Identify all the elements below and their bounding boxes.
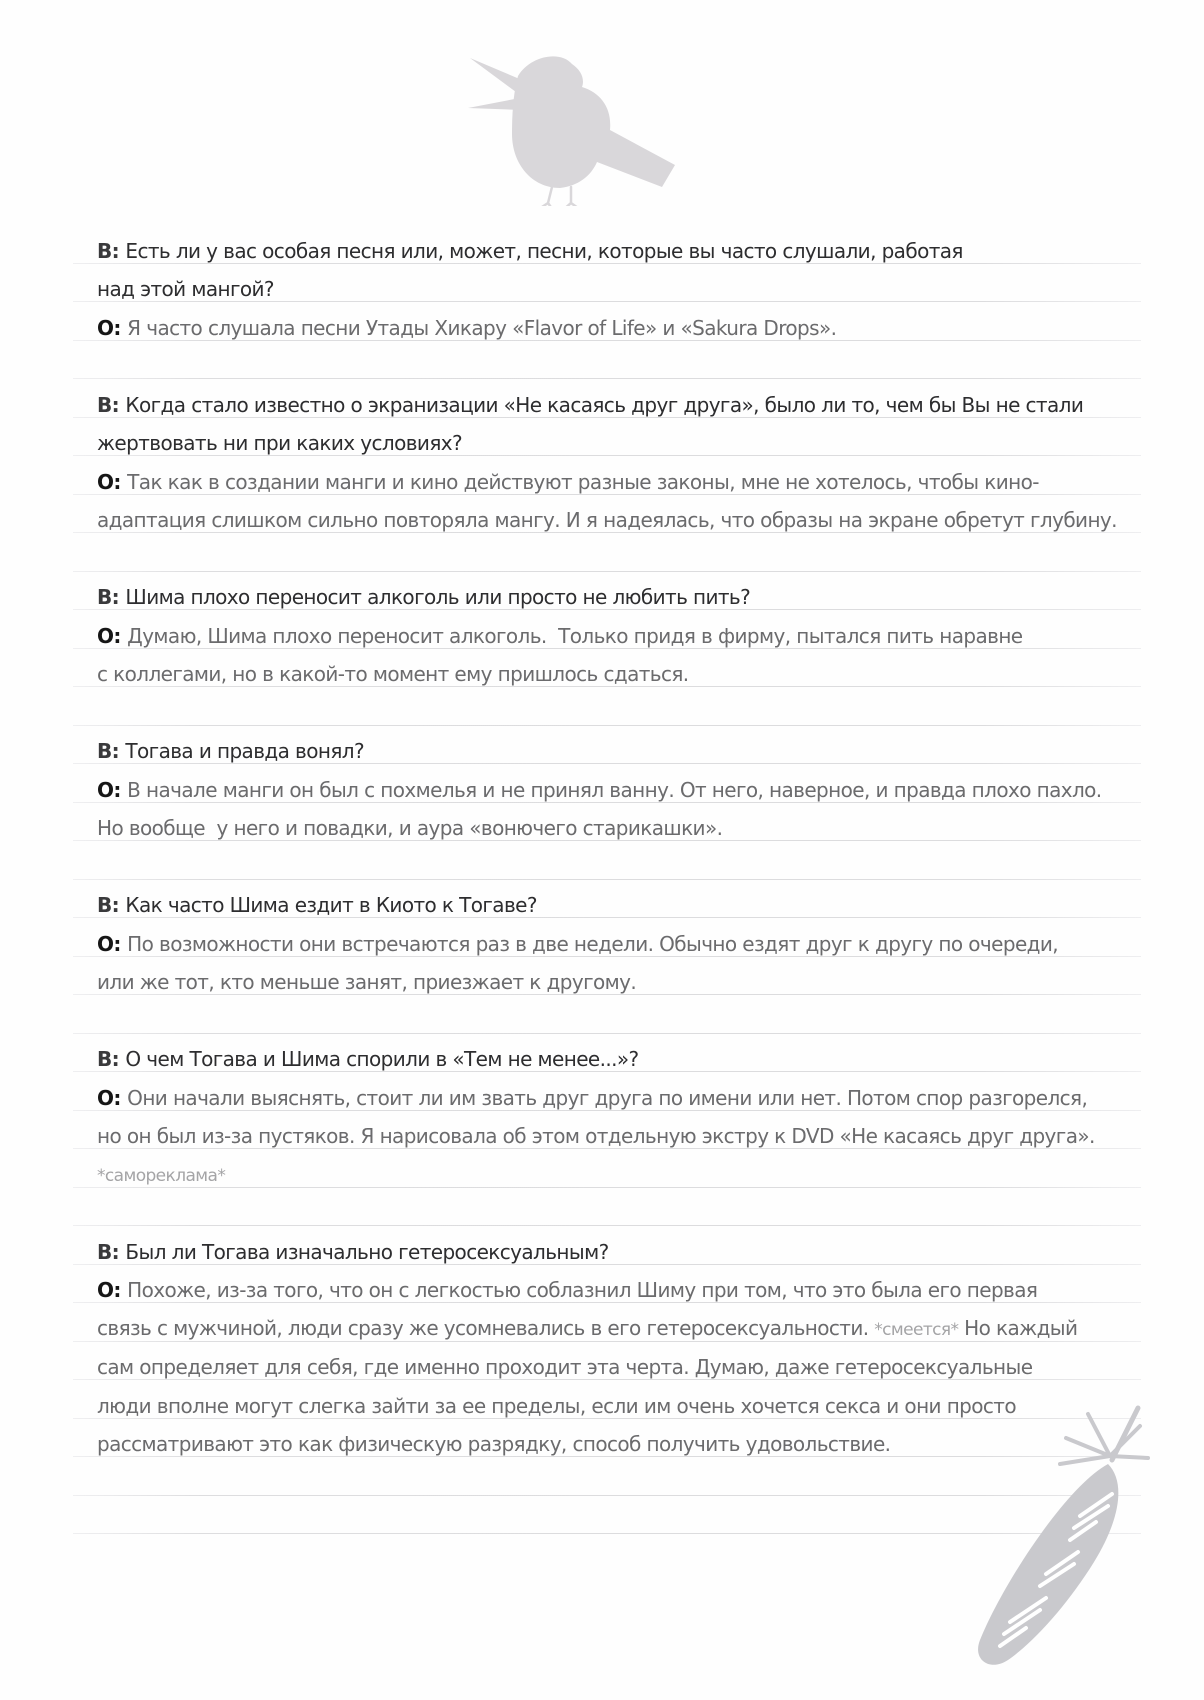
answer-text	[97, 777, 1102, 802]
qa-line	[73, 610, 1141, 649]
qa-prefix: В:	[97, 238, 126, 263]
qa-line	[73, 225, 1141, 264]
answer-text	[97, 623, 1023, 648]
ruled-line-empty	[73, 1188, 1141, 1227]
qa-line	[73, 456, 1141, 495]
answer-text	[97, 1434, 890, 1454]
question-segment: над этой мангой?	[97, 277, 274, 301]
qa-line	[73, 1072, 1141, 1111]
qa-list	[73, 225, 1141, 1534]
qa-line	[73, 1034, 1141, 1073]
answer-segment: Я часто слушала песни Утады Хикару «Flavor of Life» и «Sakura Drops».	[127, 315, 837, 340]
answer-text	[97, 1280, 1037, 1300]
answer-segment: рассматривают это как физическую разрядку, способ получить удовольствие.	[97, 1432, 891, 1456]
qa-line	[73, 1265, 1141, 1304]
answer-segment: Думаю, Шима плохо переносит алкоголь. Только придя в фирму, пытался пить наравне	[127, 623, 1023, 648]
answer-segment: В начале манги он был с похмелья и не принял ванну. От него, наверное, и правда плохо пахло.	[127, 777, 1102, 802]
answer-text	[97, 664, 689, 684]
qa-line	[73, 264, 1141, 303]
question-segment: жертвовать ни при каких условиях?	[97, 431, 463, 455]
qa-prefix: В:	[97, 739, 126, 763]
question-text	[97, 433, 462, 453]
answer-segment: Но вообще у него и повадки, и аура «вонючего старикашки».	[97, 816, 723, 840]
answer-segment: Но каждый	[958, 1315, 1078, 1340]
qa-line	[73, 764, 1141, 803]
answer-segment: с коллегами, но в какой-то момент ему пришлось сдаться.	[97, 662, 689, 686]
answer-text	[97, 1085, 1088, 1110]
ruled-line-empty	[73, 533, 1141, 572]
note-segment: *смеется*	[874, 1319, 959, 1340]
answer-text	[97, 510, 1117, 530]
ruled-line-empty	[73, 687, 1141, 726]
note-segment: *самореклама*	[97, 1165, 226, 1186]
question-segment: Тогава и правда вонял?	[125, 739, 364, 763]
answer-text	[97, 1315, 1078, 1340]
question-segment: Шима плохо переносит алкоголь или просто не любить пить?	[125, 585, 751, 609]
qa-line	[73, 1226, 1141, 1265]
qa-prefix: О:	[97, 931, 128, 956]
answer-text	[97, 972, 636, 992]
answer-text	[97, 469, 1039, 494]
answer-text	[97, 315, 837, 340]
qa-line	[73, 803, 1141, 842]
qa-line	[73, 418, 1141, 457]
question-segment: Есть ли у вас особая песня или, может, песни, которые вы часто слушали, работая	[125, 238, 963, 263]
qa-prefix: О:	[97, 315, 128, 340]
qa-line	[73, 726, 1141, 765]
question-segment: Когда стало известно о экранизации «Не касаясь друг друга», было ли то, чем бы Вы не стали	[125, 392, 1084, 417]
question-text	[97, 1049, 639, 1069]
qa-prefix: О:	[97, 777, 128, 802]
answer-segment: Похоже, из-за того, что он с легкостью соблазнил Шиму при том, что это была его первая	[127, 1278, 1038, 1302]
ruled-line-empty	[73, 341, 1141, 380]
answer-segment: Они начали выяснять, стоит ли им звать друг друга по имени или нет. Потом спор разгорелся,	[127, 1085, 1088, 1110]
question-text	[97, 587, 750, 607]
question-text	[97, 392, 1084, 417]
bird-icon	[460, 46, 690, 206]
answer-text	[97, 1357, 1032, 1377]
answer-segment: связь с мужчиной, люди сразу же усомневались в его гетеросексуальности.	[97, 1315, 875, 1340]
answer-segment: но он был из-за пустяков. Я нарисовала об этом отдельную экстру к DVD «Не касаясь друг друга».	[97, 1124, 1095, 1148]
answer-text	[97, 1393, 1016, 1418]
qa-line	[73, 957, 1141, 996]
qa-line	[73, 918, 1141, 957]
qa-line	[73, 880, 1141, 919]
qa-line	[73, 302, 1141, 341]
qa-line	[73, 1149, 1141, 1188]
note-text	[97, 1164, 225, 1185]
qa-prefix: В:	[97, 585, 126, 609]
question-text	[97, 238, 963, 263]
ruled-line-empty	[73, 841, 1141, 880]
question-text	[97, 741, 364, 761]
question-text	[97, 895, 537, 915]
answer-text	[97, 1126, 1095, 1146]
question-text	[97, 279, 274, 299]
answer-segment: По возможности они встречаются раз в две недели. Обычно ездят друг к другу по очереди,	[127, 931, 1059, 956]
answer-segment: люди вполне могут слегка зайти за ее пределы, если им очень хочется секса и они просто	[97, 1393, 1016, 1418]
qa-prefix: В:	[97, 1239, 126, 1264]
qa-prefix: В:	[97, 893, 126, 917]
qa-prefix: О:	[97, 623, 128, 648]
question-segment: Как часто Шима ездит в Киото к Тогаве?	[125, 893, 537, 917]
question-segment: О чем Тогава и Шима спорили в «Тем не менее...»?	[125, 1047, 639, 1071]
qa-line	[73, 649, 1141, 688]
answer-text	[97, 818, 722, 838]
ruled-line-empty	[73, 995, 1141, 1034]
qa-prefix: О:	[97, 469, 128, 494]
question-segment: Был ли Тогава изначально гетеросексуальным?	[125, 1239, 609, 1264]
qa-prefix: В:	[97, 1047, 126, 1071]
qa-line	[73, 495, 1141, 534]
qa-prefix: О:	[97, 1085, 128, 1110]
answer-text	[97, 931, 1059, 956]
answer-segment: сам определяет для себя, где именно проходит эта черта. Думаю, даже гетеросексуальные	[97, 1355, 1033, 1379]
qa-prefix: В:	[97, 392, 126, 417]
qa-line	[73, 379, 1141, 418]
answer-segment: Так как в создании манги и кино действуют разные законы, мне не хотелось, чтобы кино-	[127, 469, 1039, 494]
qa-line	[73, 572, 1141, 611]
qa-prefix: О:	[97, 1278, 128, 1302]
qa-line	[73, 1342, 1141, 1381]
question-text	[97, 1239, 609, 1264]
feather-icon	[962, 1398, 1157, 1678]
qa-line	[73, 1303, 1141, 1342]
qa-line	[73, 1111, 1141, 1150]
answer-segment: или же тот, кто меньше занят, приезжает к другому.	[97, 970, 637, 994]
answer-segment: адаптация слишком сильно повторяла мангу. И я надеялась, что образы на экране обретут глубину.	[97, 508, 1117, 532]
